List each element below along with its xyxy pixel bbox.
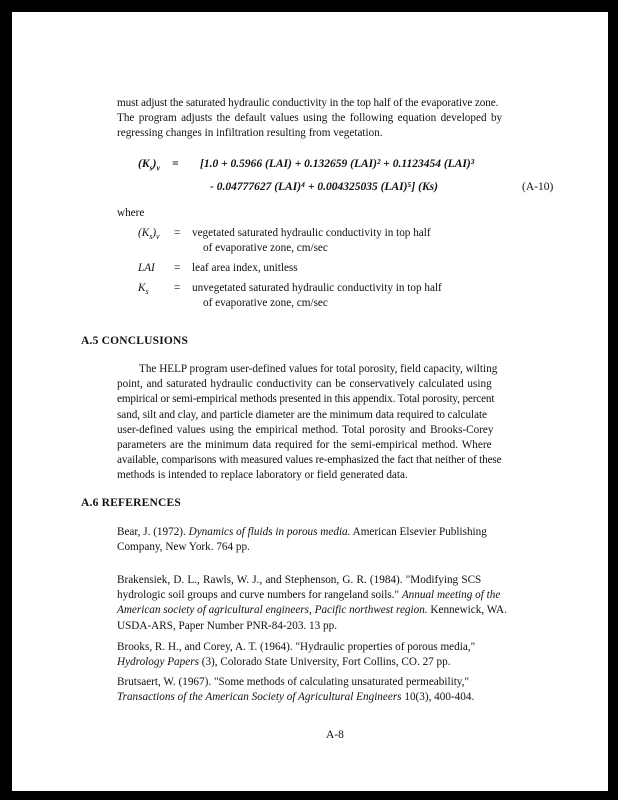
- reference-text: 10(3), 400-404.: [401, 691, 475, 704]
- conclusions-line: point, and saturated hydraulic conductivity can be conservatively calculated using: [117, 378, 492, 391]
- reference-line: USDA-ARS, Paper Number PNR-84-203. 13 pp.: [117, 619, 338, 632]
- references-heading: A.6 REFERENCES: [81, 497, 181, 509]
- reference-title: Transactions of the American Society of Agricultural Engineers: [117, 691, 402, 704]
- conclusions-line: parameters are the minimum data required for the semi-empirical method. Where: [117, 439, 492, 452]
- conclusions-line: sand, silt and clay, and particle diameter are the minimum data required to calculate: [117, 408, 487, 421]
- document-page: [12, 12, 608, 791]
- reference-entry: [117, 525, 557, 555]
- definition-equals: =: [174, 227, 181, 239]
- conclusions-line: The HELP program user-defined values for total porosity, field capacity, wilting: [139, 363, 498, 375]
- conclusions-paragraph: [117, 362, 557, 484]
- reference-text: Bear, J. (1972).: [117, 526, 189, 538]
- equation-lhs: $(K_s)_v$: [138, 158, 161, 173]
- reference-text: Kennewick, WA.: [427, 604, 507, 617]
- reference-text: (3), Colorado State University, Fort Collins, CO. 27 pp.: [198, 656, 451, 669]
- conclusions-line: empirical or semi-empirical methods presented in this appendix. Total porosity, percent: [117, 393, 495, 406]
- reference-title: Hydrology Papers: [117, 656, 199, 669]
- intro-line: regressing changes in infiltration resulting from vegetation.: [117, 127, 383, 140]
- intro-line: must adjust the saturated hydraulic conductivity in the top half of the evaporative zone.: [117, 97, 499, 109]
- page-number: A-8: [326, 729, 344, 741]
- conclusions-heading: A.5 CONCLUSIONS: [81, 335, 189, 347]
- definition-equals: =: [174, 282, 181, 294]
- intro-paragraph: [117, 96, 557, 142]
- where-label: where: [117, 207, 145, 219]
- reference-line: [117, 525, 557, 540]
- definition-text: leaf area index, unitless: [192, 262, 298, 274]
- reference-text: American Elsevier Publishing: [350, 526, 487, 538]
- reference-entry: [117, 675, 557, 705]
- reference-title: Dynamics of fluids in porous media.: [188, 526, 351, 538]
- definition-text: vegetated saturated hydraulic conductivity in top half: [192, 227, 431, 239]
- equation-number: (A-10): [522, 181, 554, 193]
- definition-text-cont: of evaporative zone, cm/sec: [203, 242, 328, 254]
- reference-line: Brakensiek, D. L., Rawls, W. J., and Stephenson, G. R. (1984). "Modifying SCS: [117, 574, 482, 586]
- definition-symbol: $K_s$: [138, 282, 149, 297]
- conclusions-line: methods is intended to replace laboratory or field generated data.: [117, 469, 408, 482]
- reference-line: [117, 603, 557, 618]
- reference-title: American society of agricultural engineers, Pacific northwest region.: [117, 604, 428, 617]
- intro-line: The program adjusts the default values using the following equation developed by: [117, 112, 503, 125]
- reference-title: Annual meeting of the: [401, 589, 501, 602]
- conclusions-line: available, comparisons with measured values re-emphasized the fact that neither of these: [117, 454, 502, 467]
- definition-symbol: $(K_s)_v$: [138, 227, 160, 242]
- reference-entry: [117, 640, 557, 670]
- reference-line: Brutsaert, W. (1967). "Some methods of calculating unsaturated permeability,": [117, 676, 470, 688]
- definition-equals: =: [174, 262, 181, 274]
- equation-line-2: - 0.04777627 (LAI)⁴ + 0.004325035 (LAI)⁵] (Ks): [210, 181, 438, 193]
- definition-symbol: LAI: [138, 262, 155, 274]
- definition-text: unvegetated saturated hydraulic conductivity in top half: [192, 282, 442, 294]
- reference-line: [117, 588, 557, 603]
- reference-line: [117, 655, 557, 670]
- equation-line-1: [1.0 + 0.5966 (LAI) + 0.132659 (LAI)² + 0.1123454 (LAI)³: [200, 158, 475, 170]
- reference-text: hydrologic soil groups and curve numbers for rangeland soils.": [117, 589, 402, 602]
- reference-entry: [117, 573, 557, 634]
- reference-line: [117, 690, 557, 705]
- reference-line: Company, New York. 764 pp.: [117, 541, 250, 554]
- definition-text-cont: of evaporative zone, cm/sec: [203, 297, 328, 309]
- reference-line: Brooks, R. H., and Corey, A. T. (1964). "Hydraulic properties of porous media,": [117, 641, 476, 653]
- conclusions-line: user-defined values using the empirical method. Total porosity and Brooks-Corey: [117, 423, 494, 436]
- equation-equals: =: [172, 158, 179, 170]
